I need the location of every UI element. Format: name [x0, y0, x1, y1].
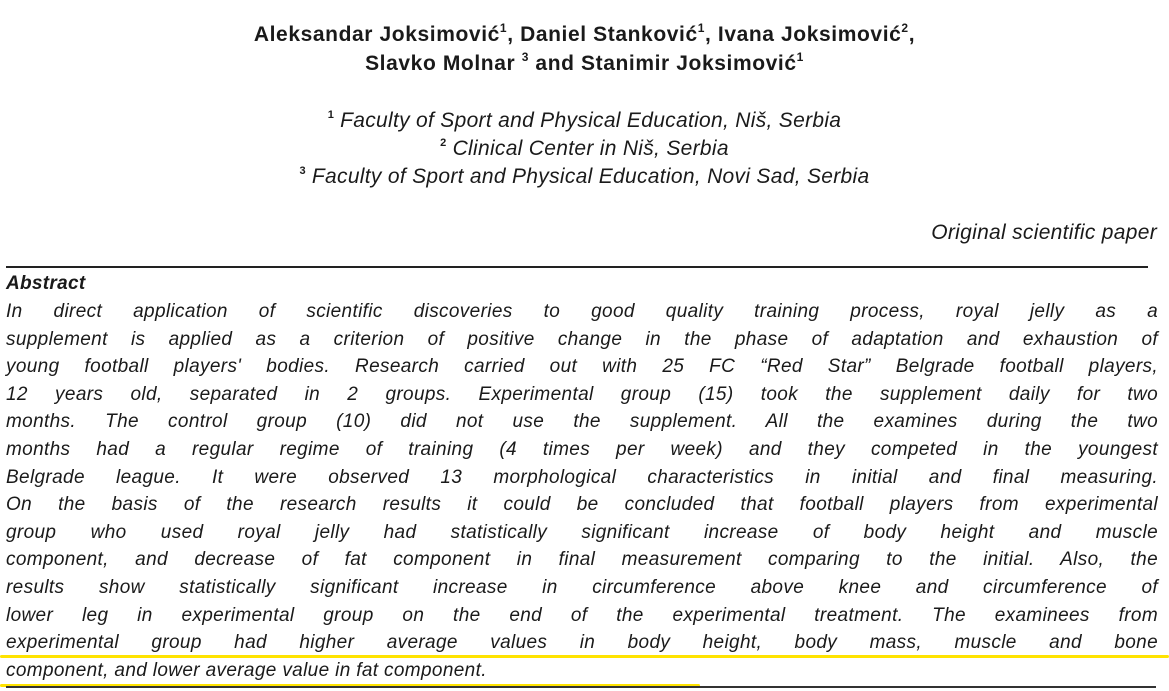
- author-affiliation-mark: 2: [901, 21, 909, 35]
- author-line-1: [0, 20, 1169, 49]
- affiliation-item: [0, 107, 1169, 135]
- abstract-heading: Abstract: [6, 273, 86, 294]
- affiliation-number: 3: [299, 165, 306, 177]
- section-divider: [6, 266, 1148, 268]
- author-name: , Daniel Stanković: [507, 23, 698, 46]
- author-affiliation-mark: 1: [499, 21, 508, 35]
- abstract-line: group who used royal jelly had statistically significant increase of body height and muscle: [6, 521, 1158, 543]
- abstract-line: results show statistically significant increase in circumference above knee and circumference of: [6, 576, 1158, 598]
- author-affiliation-mark: 1: [697, 21, 706, 35]
- abstract-line: months. The control group (10) did not use the supplement. All the examines during the two: [6, 411, 1158, 433]
- author-affiliation-mark: 3: [521, 50, 529, 64]
- abstract-line: In direct application of scientific discoveries to good quality training process, royal jelly as a: [6, 301, 1158, 322]
- abstract-line: 12 years old, separated in 2 groups. Experimental group (15) took the supplement daily for two: [6, 383, 1158, 405]
- author-name: and Stanimir Joksimović: [528, 52, 797, 75]
- author-affiliation-mark: 1: [796, 50, 804, 64]
- paper-type-label: Original scientific paper: [931, 221, 1157, 244]
- abstract-line: supplement is applied as a criterion of positive change in the phase of adaptation and exhaustion of: [6, 328, 1158, 350]
- author-line-2: [0, 49, 1169, 78]
- abstract-line: experimental group had higher average values in body height, body mass, muscle and bone: [6, 632, 1158, 654]
- abstract-line: component, and decrease of fat component in final measurement comparing to the initial. Also, the: [6, 549, 1158, 571]
- author-list: [0, 20, 1169, 78]
- author-name: Aleksandar Joksimović: [253, 23, 500, 46]
- abstract-body: [6, 298, 1158, 684]
- abstract-line: Belgrade league. It were observed 13 morphological characteristics in initial and final measuring.: [6, 466, 1158, 488]
- affiliation-number: 1: [327, 109, 335, 121]
- abstract-line: months had a regular regime of training (4 times per week) and they competed in the youngest: [6, 438, 1158, 460]
- affiliation-text: Faculty of Sport and Physical Education, Niš, Serbia: [340, 109, 842, 132]
- abstract-line: On the basis of the research results it could be concluded that football players from experimental: [6, 494, 1158, 516]
- affiliation-text: Clinical Center in Niš, Serbia: [452, 137, 729, 160]
- affiliation-list: [0, 107, 1169, 191]
- affiliation-item: [0, 163, 1169, 191]
- author-separator: ,: [908, 23, 916, 46]
- page-bottom-rule: [6, 686, 1156, 688]
- author-name: Slavko Molnar: [365, 52, 522, 75]
- highlighter-underline: [0, 655, 1169, 658]
- affiliation-number: 2: [440, 137, 447, 149]
- author-name: , Ivana Joksimović: [705, 23, 902, 46]
- abstract-line: lower leg in experimental group on the end of the experimental treatment. The examinees from: [6, 604, 1158, 626]
- abstract-line: component, and lower average value in fat component.: [6, 659, 487, 681]
- abstract-line: young football players' bodies. Research carried out with 25 FC “Red Star” Belgrade football players,: [6, 356, 1158, 378]
- affiliation-text: Faculty of Sport and Physical Education, Novi Sad, Serbia: [311, 165, 870, 188]
- affiliation-item: [0, 135, 1169, 163]
